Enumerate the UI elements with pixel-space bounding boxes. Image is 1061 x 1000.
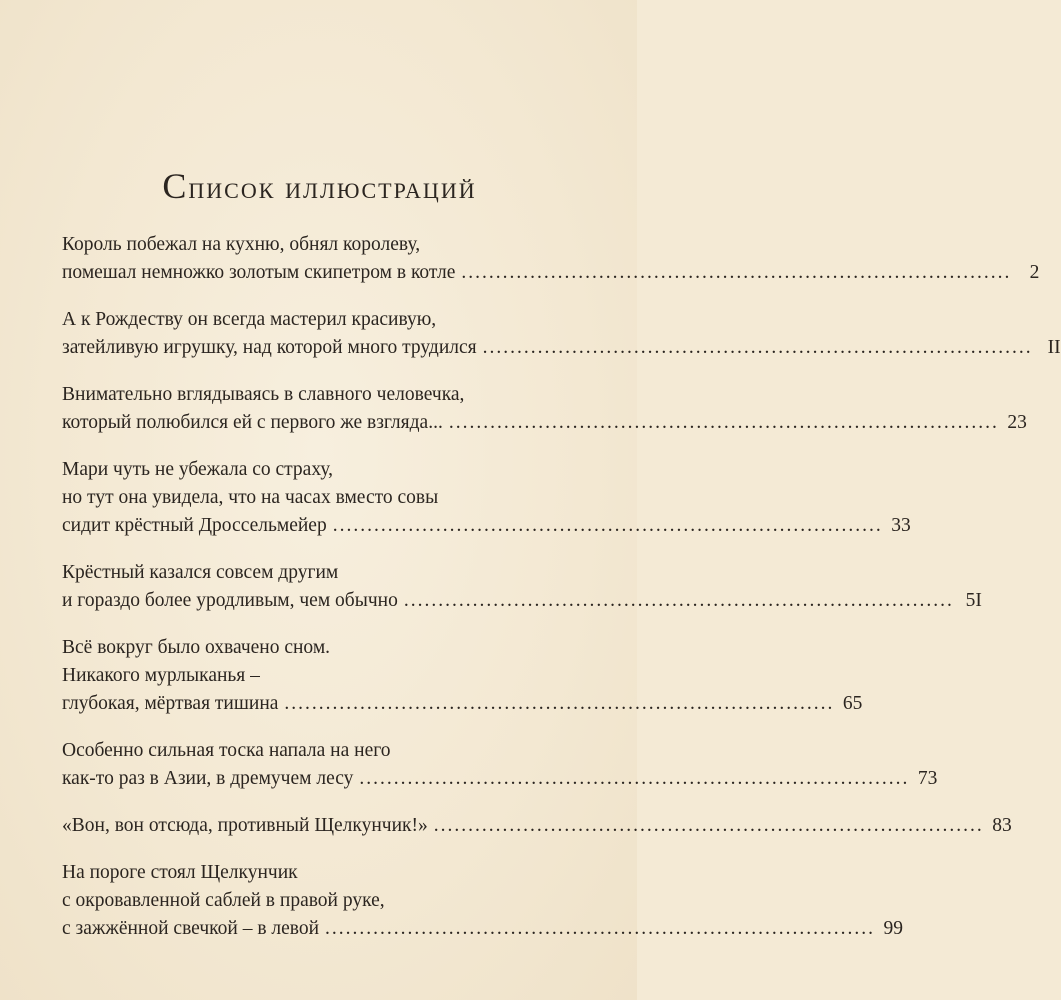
dot-leader: ................................................................................ [482,337,1033,358]
list-item [62,859,904,943]
page-number: 65 [842,693,863,714]
entry-caption-line: и гораздо более уродливым, чем обычно [62,590,398,611]
list-item [62,306,1061,362]
page-number: 99 [883,918,904,939]
title-rest: писок иллюстраций [188,170,477,205]
dot-leader: ................................................................................ [403,590,954,611]
page-number: 5I [965,590,982,611]
entry-final-line [62,409,1027,437]
list-item [62,381,1027,437]
list-item [62,634,863,718]
dot-leader: ................................................................................ [461,262,1012,283]
entry-final-line [62,690,863,718]
entry-caption-line: как-то раз в Азии, в дремучем лесу [62,768,354,789]
entry-caption-line: но тут она увидела, что на часах вместо совы [62,487,439,508]
entry-caption-line: «Вон, вон отсюда, противный Щелкунчик!» [62,815,428,836]
entry-caption-line: который полюбился ей с первого же взгляда... [62,412,443,433]
entry-caption-line: с окровавленной саблей в правой руке, [62,890,385,911]
page-number: 83 [992,815,1012,836]
entry-caption-line: Крёстный казался совсем другим [62,562,339,583]
page-number: 33 [891,515,911,536]
dot-leader: ................................................................................ [433,815,984,836]
entry-caption-line: с зажжённой свечкой – в левой [62,918,320,939]
page-number: 2 [1029,262,1040,283]
entry-final-line [62,259,1040,287]
page-number: 23 [1007,412,1027,433]
entry-caption-line: Мари чуть не убежала со страху, [62,459,334,480]
entry-caption-line: Никакого мурлыканья – [62,665,260,686]
entry-final-line [62,765,938,793]
entry-caption-line: На пороге стоял Щелкунчик [62,862,298,883]
entry-final-line [62,334,1061,362]
title-initial: С [162,166,189,206]
page-number: 73 [917,768,938,789]
entry-caption-line: Всё вокруг было охвачено сном. [62,637,331,658]
entry-caption-line: затейливую игрушку, над которой много трудился [62,337,477,358]
dot-leader: ................................................................................ [325,918,876,939]
entry-final-line [62,512,911,540]
entry-caption-line: помешал немножко золотым скипетром в котле [62,262,456,283]
dot-leader: ................................................................................ [332,515,883,536]
entry-final-line [62,812,1012,840]
list-item [62,559,982,615]
entry-final-line [62,587,982,615]
entry-caption-line: глубокая, мёртвая тишина [62,693,279,714]
entry-caption-line: Внимательно вглядываясь в славного человечка, [62,384,465,405]
page-title [62,0,557,206]
entry-caption-line: А к Рождеству он всегда мастерил красивую, [62,309,437,330]
dot-leader: ................................................................................ [359,768,910,789]
dot-leader: ................................................................................ [284,693,835,714]
entry-final-line [62,915,904,943]
list-item [62,456,911,540]
dot-leader: ................................................................................ [448,412,999,433]
list-item [62,737,938,793]
entry-caption-line: Король побежал на кухню, обнял королеву, [62,234,421,255]
entry-caption-line: Особенно сильная тоска напала на него [62,740,391,761]
illustration-list [62,231,1061,943]
list-item [62,231,1040,287]
entry-caption-line: сидит крёстный Дроссельмейер [62,515,327,536]
list-item [62,812,1012,840]
page-number: II [1047,337,1061,358]
